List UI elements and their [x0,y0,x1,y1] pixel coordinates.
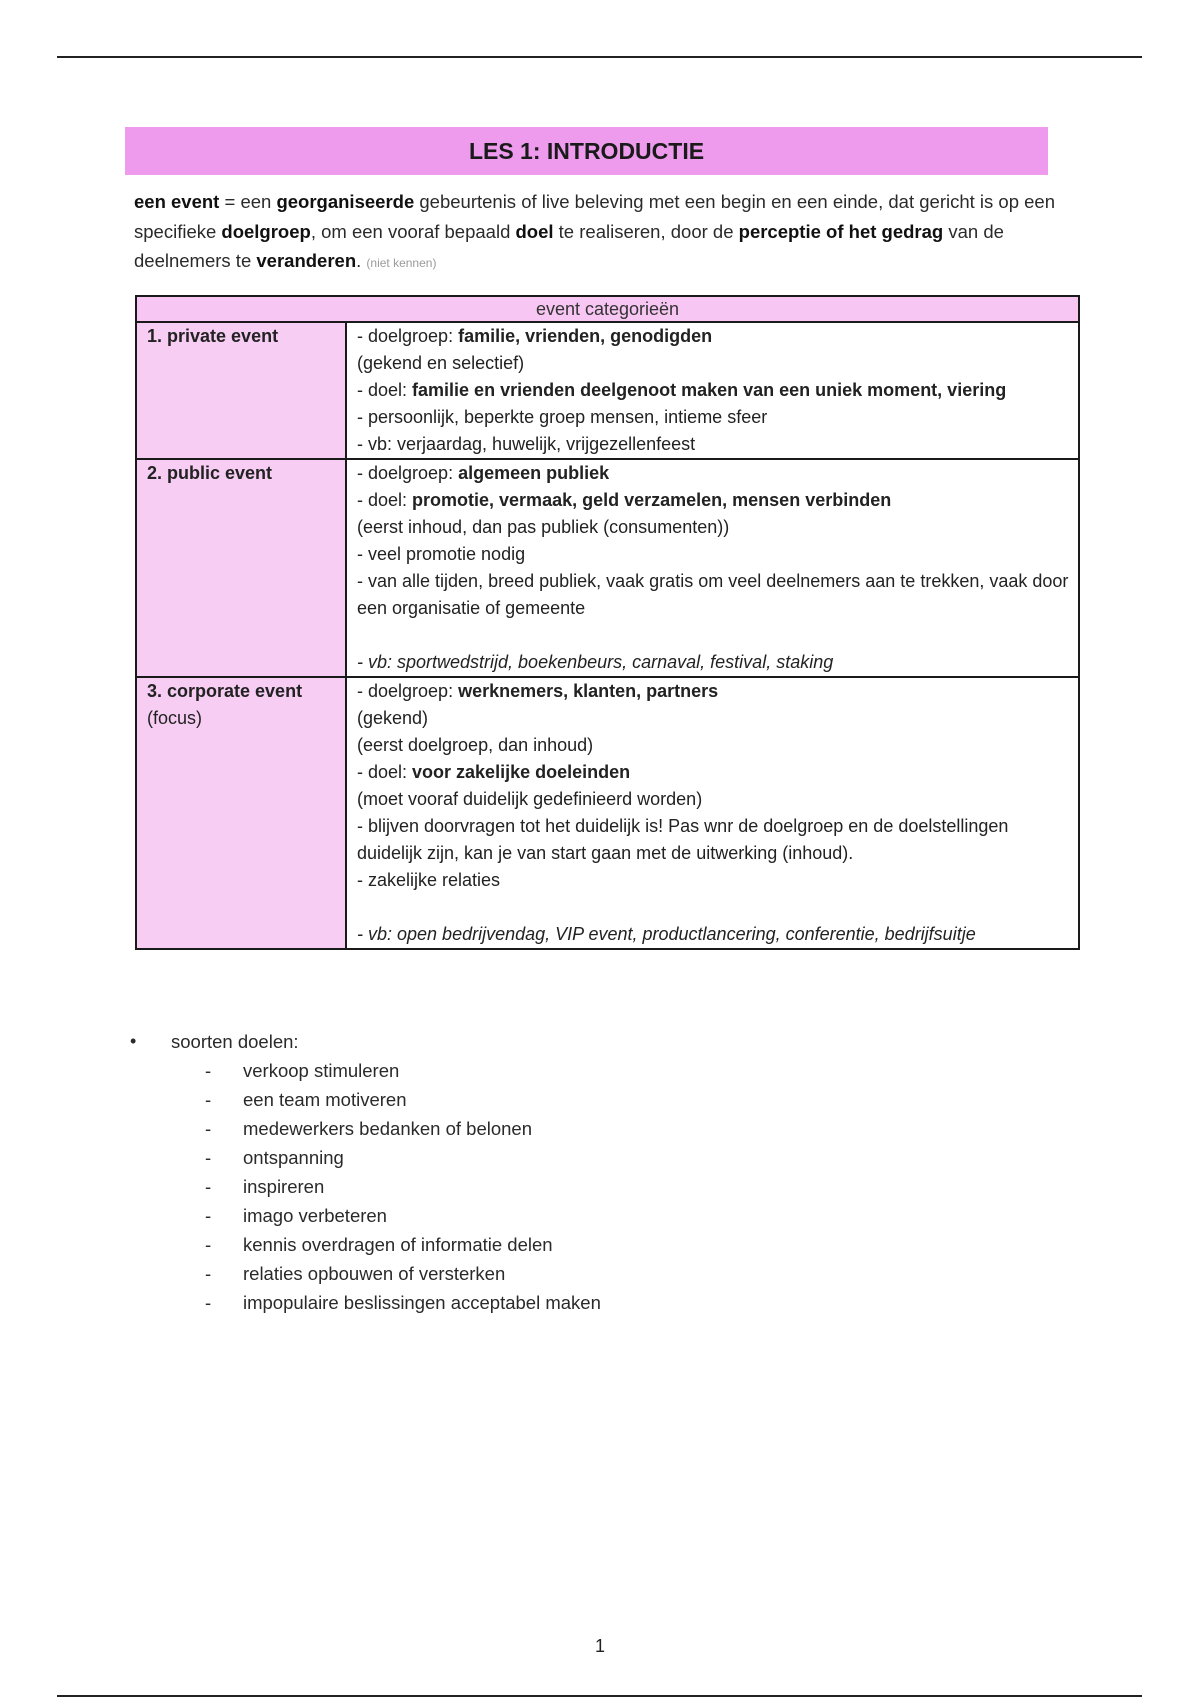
goal-item-text: impopulaire beslissingen acceptabel maken [243,1292,601,1313]
list-item [130,1114,1030,1143]
goal-item-text: inspireren [243,1176,325,1197]
category-label-cell [136,677,346,949]
top-rule [57,56,1142,58]
goal-item-text: kennis overdragen of informatie delen [243,1234,553,1255]
dash-marker: - [205,1118,212,1139]
intro-text: , om een vooraf bepaald [310,220,516,242]
category-label: 1. private event [147,326,279,346]
intro-text: . [356,250,367,271]
content-line: - doelgroep: werknemers, klanten, partners [357,681,719,701]
content-line: (eerst doelgroep, dan inhoud) [357,735,594,755]
list-item [130,1056,1030,1085]
intro-text: gebeurtenis of live beleving met een begin en een einde, dat gericht is op een specifieke [134,191,1055,242]
content-line: - doelgroep: familie, vrienden, genodigden [357,326,713,346]
content-line: (gekend en selectief) [357,353,525,373]
content-line: - doel: familie en vrienden deelgenoot maken van een uniek moment, viering [357,380,1007,400]
goal-item-text: verkoop stimuleren [243,1060,400,1081]
goal-item-text: imago verbeteren [243,1205,387,1226]
lesson-title-bar [125,127,1048,175]
table-row [136,459,1079,677]
category-content-cell [346,322,1079,459]
list-item [130,1027,1030,1056]
intro-note: (niet kennen) [366,256,437,270]
table-header: event categorieën [136,296,1079,322]
content-line: - vb: open bedrijvendag, VIP event, productlancering, conferentie, bedrijfsuitje [357,924,976,944]
category-label-cell [136,322,346,459]
content-line: (eerst inhoud, dan pas publiek (consumenten)) [357,517,730,537]
term-doelgroep: doelgroep [221,220,311,242]
intro-text: te realiseren, door de [553,220,739,242]
term-een-event: een event [134,191,220,212]
term-doel: doel [515,220,554,242]
content-line: - blijven doorvragen tot het duidelijk is! Pas wnr de doelgroep en de doelstellingen duidelijk zijn, kan je van start gaan met de uitwerking (inhoud). [357,816,1009,863]
content-line: - zakelijke relaties [357,870,501,890]
content-line: (gekend) [357,708,429,728]
list-item [130,1288,1030,1317]
content-line: - doelgroep: algemeen publiek [357,463,610,483]
category-label: 3. corporate event [147,681,303,701]
category-content-cell [346,459,1079,677]
event-definition [134,187,1064,279]
intro-text: van de deelnemers te [134,220,1004,271]
content-line: - doel: voor zakelijke doeleinden [357,762,631,782]
category-label-cell [136,459,346,677]
dash-marker: - [205,1147,212,1168]
content-line: - doel: promotie, vermaak, geld verzamelen, mensen verbinden [357,490,892,510]
goal-item-text: ontspanning [243,1147,344,1168]
lesson-title: LES 1: INTRODUCTIE [468,137,705,164]
dash-marker: - [205,1089,212,1110]
category-content-cell [346,677,1079,949]
dash-marker: - [205,1176,212,1197]
list-item [130,1143,1030,1172]
content-line: - veel promotie nodig [357,544,526,564]
spacer [357,894,1078,921]
list-item [130,1085,1030,1114]
term-perceptie: perceptie of het gedrag [738,220,944,242]
dash-marker: - [205,1263,212,1284]
page-number: 1 [594,1636,605,1656]
content-line: - vb: verjaardag, huwelijk, vrijgezellenfeest [357,434,696,454]
term-georganiseerde: georganiseerde [276,191,415,212]
dash-marker: - [205,1060,212,1081]
goal-item-text: relaties opbouwen of versterken [243,1263,506,1284]
goal-item-text: een team motiveren [243,1089,407,1110]
goal-item-text: medewerkers bedanken of belonen [243,1118,532,1139]
content-line: (moet vooraf duidelijk gedefinieerd worden) [357,789,703,809]
list-item [130,1259,1030,1288]
content-line: - van alle tijden, breed publiek, vaak gratis om veel deelnemers aan te trekken, vaak door een organisatie of gemeente [357,571,1069,618]
table-row [136,322,1079,459]
bottom-rule [57,1695,1142,1697]
list-item [130,1230,1030,1259]
content-line: - vb: sportwedstrijd, boekenbeurs, carnaval, festival, staking [357,652,834,672]
category-label-note: (focus) [147,708,203,728]
goal-items [130,1056,1030,1317]
dash-marker: - [205,1292,212,1313]
table-header-row [136,296,1079,322]
dash-marker: - [205,1234,212,1255]
goals-list [130,1027,1030,1317]
list-item [130,1172,1030,1201]
spacer [357,622,1078,649]
content-line: - persoonlijk, beperkte groep mensen, intieme sfeer [357,407,768,427]
category-label: 2. public event [147,463,273,483]
goals-heading: soorten doelen: [171,1031,299,1052]
intro-text: = een [219,191,277,212]
event-categories-table [135,295,1080,950]
table-row [136,677,1079,949]
dash-marker: - [205,1205,212,1226]
bullet-icon: • [130,1031,137,1051]
list-item [130,1201,1030,1230]
term-veranderen: veranderen [256,250,357,271]
